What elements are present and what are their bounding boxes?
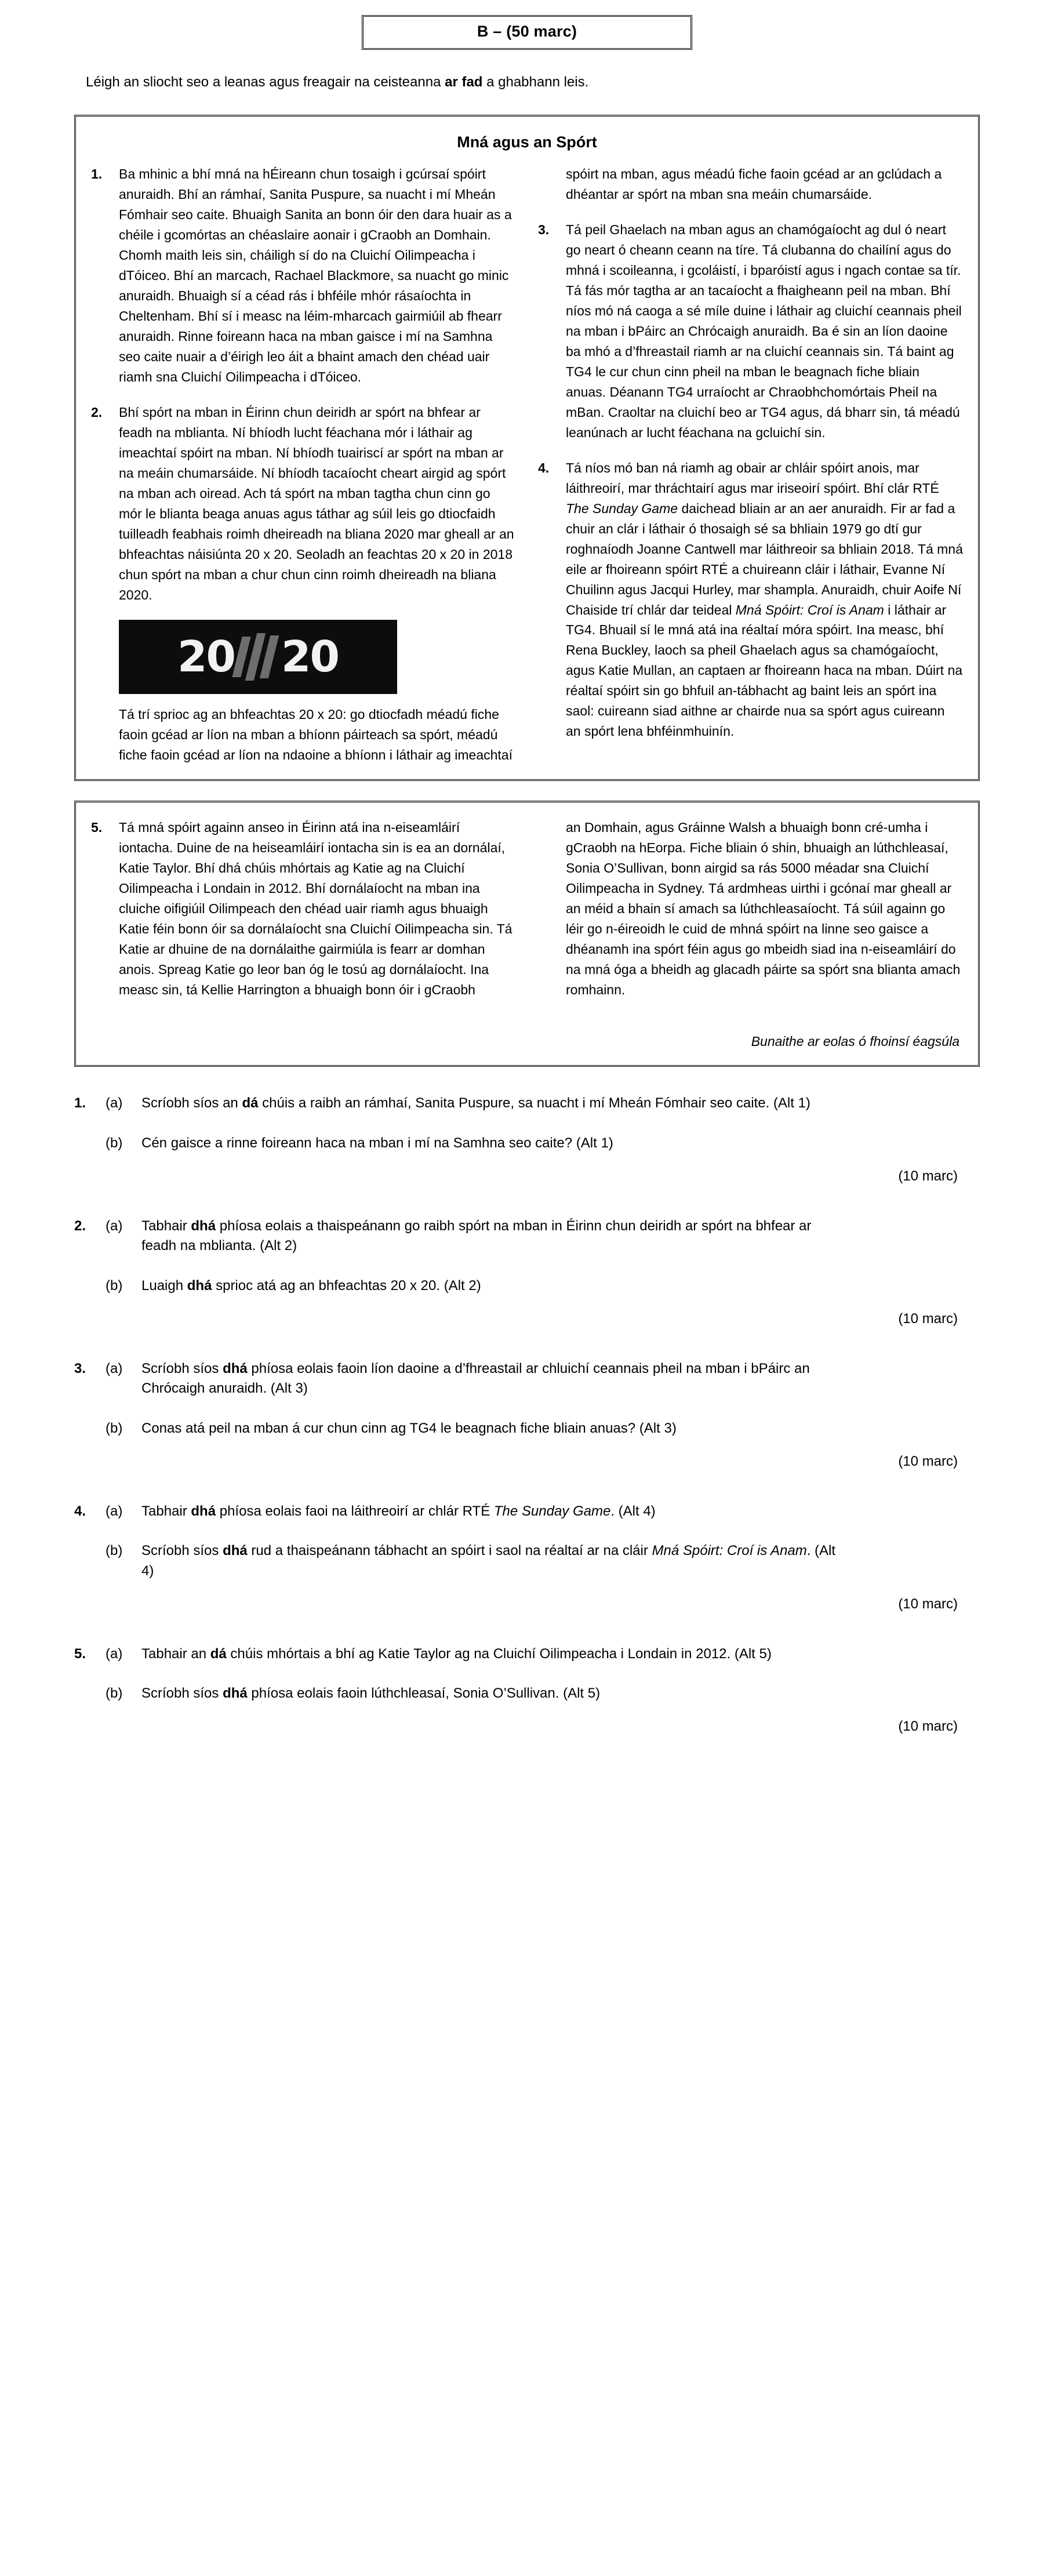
question-1a-bold: dá — [242, 1095, 259, 1111]
question-group-1 — [74, 1093, 980, 1186]
passage-right-column-2 — [538, 818, 963, 1051]
section-header-label: B – (50 marc) — [477, 23, 577, 40]
paragraph-5-right-continuation: an Domhain, agus Gráinne Walsh a bhuaigh bonn cré-umha i gCraobh na hEorpa. Fiche bliain ó shin, bhuaigh an lúthchleasaí, Sonia O’Sullivan, bonn airgid sa rás 5000 méadar sna Cluichí Oilimpeacha in Sydney. Tá ardmheas uirthi i gcónaí mar gheall ar an méid a bhain sí amach sa lúthchleasaíocht. Tá súil againn go léir go n-éireoidh le cuid de mhná spóirt na linne seo gaisce a dhéanamh ina spórt féin agus go mbeidh siad ina n-eiseamláirí do na mná óga a bheidh ag glacadh páirte sa spórt sna blianta amach romhainn. — [566, 820, 961, 997]
question-group-2 — [74, 1216, 980, 1329]
question-2b-post: sprioc atá ag an bhfeachtas 20 x 20. (Alt 2) — [212, 1278, 481, 1294]
logo-wrapper — [119, 620, 516, 694]
question-3a-row — [74, 1359, 980, 1400]
paragraph-2 — [91, 402, 516, 605]
paragraph-1-number: 1. — [91, 166, 103, 182]
question-5-marks: (10 marc) — [898, 1718, 958, 1735]
question-2b-letter: (b) — [106, 1278, 123, 1294]
paragraph-4-italic-mna-spoirt: Mná Spóirt: Croí is Anam — [735, 602, 884, 617]
paragraph-1 — [91, 164, 516, 387]
question-group-5 — [74, 1644, 980, 1736]
paragraph-5-text: Tá mná spóirt againn anseo in Éirinn atá ina n-eiseamláirí iontacha. Duine de na heiseamláirí iontacha sin is ea an dornálaí, Katie Taylor. Bhí dhá chúis mhórtais ag Katie ag na Cluichí Oilimpeacha i Londain in 2012. Bhí dornálaíocht na mban ina cluiche oifigiúil Oilimpeach den chéad uair riamh agus bhuaigh Katie féin bonn óir sa dornálaíocht sna Cluichí Oilimpeacha sin. Tá Katie ar dhuine de na dornálaithe gairmiúla is fearr ar domhan anois. Spreag Katie go leor ban óg le tosú ag dornálaíocht. Ina measc sin, tá Kellie Harrington a bhuaigh bonn óir i gCraobh — [119, 820, 513, 997]
paragraph-4-text — [566, 458, 963, 742]
paragraph-5-number: 5. — [91, 820, 103, 835]
passage-box-bottom — [74, 801, 980, 1067]
paragraph-4-part1: Tá níos mó ban ná riamh ag obair ar chláir spóirt anois, mar láithreoirí, mar thráchtairí agus mar iriseoirí spóirt. Bhí clár RTÉ — [566, 460, 939, 496]
passage-columns — [91, 164, 963, 765]
paragraph-4 — [538, 458, 963, 742]
question-3a-letter: (a) — [106, 1360, 123, 1376]
question-2b-pre: Luaigh — [141, 1278, 187, 1294]
paragraph-3 — [538, 220, 963, 442]
question-2a-bold: dhá — [191, 1218, 216, 1234]
question-4b-bold: dhá — [223, 1543, 248, 1559]
question-4a-italic-title: The Sunday Game — [493, 1503, 611, 1519]
question-2a-letter: (a) — [106, 1218, 123, 1234]
question-3a-pre: Scríobh síos — [141, 1360, 223, 1376]
question-3b-pre: Conas atá peil na mban á cur chun cinn ag TG4 le beagnach fiche bliain anuas? (Alt 3) — [141, 1420, 677, 1437]
question-2a-row — [74, 1216, 980, 1257]
paragraph-4-italic-sunday-game: The Sunday Game — [566, 500, 678, 516]
passage-title: Mná agus an Spórt — [457, 133, 597, 151]
passage-left-column — [91, 164, 516, 765]
question-1a-text — [141, 1093, 849, 1114]
question-1b-row — [74, 1133, 980, 1154]
question-4a-letter: (a) — [106, 1503, 123, 1519]
question-1b-letter: (b) — [106, 1135, 123, 1151]
paragraph-4-part3: i láthair ar TG4. Bhuail sí le mná atá ina réaltaí móra spóirt. Ina measc, bhí Rena Buckley, laoch sa pheil Ghaelach agus sa chamógaíocht, agus Katie Mullan, an captaen ar fhoireann haca na mban. Dúirt na réaltaí spóirt sin go bhfuil an-tábhacht ag baint leis an spórt ina saol: cuireann siad aithne ar chairde nua sa spórt agus cuireann an spórt lena bhféinmhuinín. — [566, 602, 963, 739]
question-1a-post: chúis a raibh an rámhaí, Sanita Puspure, sa nuacht i mí Mheán Fómhair seo caite. (Alt 1) — [258, 1095, 811, 1111]
paragraph-5 — [91, 818, 516, 1000]
passage-left-column-2 — [91, 818, 516, 1000]
paragraph-4-part2: daichead bliain ar an aer anuraidh. Fir ar fad a chuir an clár i láthair ó thosaigh sé sa bhliain 1979 go dtí gur roghnaíodh Joanne Cantwell mar láithreoir sa bhliain 2018. Tá mná eile ar fhoireann spóirt RTÉ a chuireann cláir i láthair, Evanne Ní Chuilinn agus Jacqui Hurley, mar shampla. Anuraidh, chuir Aoife Ní Chaiside trí chlár dar teideal — [566, 500, 963, 617]
question-5a-post: chúis mhórtais a bhí ag Katie Taylor ag na Cluichí Oilimpeacha i Londain in 2012. (Alt 5) — [226, 1645, 772, 1662]
instruction-pre: Léigh an sliocht seo a leanas agus freagair na ceisteanna — [86, 74, 445, 90]
question-3b-row — [74, 1419, 980, 1439]
question-4a-row — [74, 1502, 980, 1522]
question-1a-pre: Scríobh síos an — [141, 1095, 242, 1111]
passage-box-top — [74, 115, 980, 781]
paragraph-3-number: 3. — [538, 222, 550, 238]
question-2-marks: (10 marc) — [898, 1311, 958, 1327]
question-2a-text — [141, 1216, 849, 1257]
paragraph-2-number: 2. — [91, 404, 103, 420]
question-5b-text — [141, 1684, 849, 1704]
question-4b-post: rud a thaispeánann tábhacht an spóirt i saol na réaltaí ar na cláir — [247, 1543, 652, 1559]
question-4-number: 4. — [74, 1503, 86, 1519]
question-3b-letter: (b) — [106, 1420, 123, 1437]
questions-section — [74, 1093, 980, 1736]
question-3-marks: (10 marc) — [898, 1453, 958, 1469]
instruction-bold: ar fad — [445, 74, 483, 90]
question-1b-pre: Cén gaisce a rinne foireann haca na mban i mí na Samhna seo caite? (Alt 1) — [141, 1135, 613, 1151]
section-header-box — [362, 15, 692, 50]
twenty-by-twenty-logo-icon — [119, 620, 397, 694]
question-4a-bold: dhá — [191, 1503, 216, 1519]
paragraph-2-text: Bhí spórt na mban in Éirinn chun deiridh ar spórt na bhfear ar feadh na mblianta. Ní bhíodh lucht féachana mór i láthair ag imeachtaí spóirt na mban. Ní bhíodh tuairiscí ar spórt na mban ar na meáin chumarsáide. Ní bhíodh tacaíocht cheart airgid ag spórt na mban ach oiread. Ach tá spórt na mban tagtha chun cinn go mór le blianta beaga anuas agus táthar ag súil leis go dtiocfaidh tuilleadh feabhais roimh dheireadh na bliana 2020 mar gheall ar an bhfeachtas náisiúnta 20 x 20. Seoladh an feachtas 20 x 20 in 2018 chun spórt na mban a chur chun cinn roimh dheireadh na bliana 2020. — [119, 404, 514, 602]
question-2a-pre: Tabhair — [141, 1218, 191, 1234]
paragraph-2-after-logo-text: Tá trí sprioc ag an bhfeachtas 20 x 20: go dtiocfadh méadú fiche faoin gcéad ar líon na mban a bhíonn páirteach sa spórt, méadú fiche faoin gcéad ar líon na ndaoine a bhíonn i láthair ag imeachtaí — [119, 707, 513, 763]
logo-text — [177, 633, 339, 681]
question-4-marks: (10 marc) — [898, 1596, 958, 1612]
passage-columns-2 — [91, 818, 963, 1051]
question-5-number: 5. — [74, 1645, 86, 1662]
question-5a-letter: (a) — [106, 1645, 123, 1662]
question-5b-post: phíosa eolais faoin lúthchleasaí, Sonia O’Sullivan. (Alt 5) — [247, 1685, 601, 1702]
question-5b-pre: Scríobh síos — [141, 1685, 223, 1702]
question-2-number: 2. — [74, 1218, 86, 1234]
question-3a-text — [141, 1359, 849, 1400]
question-4b-pre: Scríobh síos — [141, 1543, 223, 1559]
question-5b-row — [74, 1684, 980, 1704]
question-4a-text — [141, 1502, 849, 1522]
paragraph-4-number: 4. — [538, 460, 550, 475]
paragraph-3-text: Tá peil Ghaelach na mban agus an chamógaíocht ag dul ó neart go neart ó cheann ceann na tíre. Tá clubanna do chailíní agus do mhná i scoileanna, i gcoláistí, i bparóistí agus i ngach contae sa tír. Tá fás mór tagtha ar an tacaíocht a fhaigheann peil na mban. Bhí níos mó ná caoga a sé míle duine i láthair ag cluichí ceannais pheil na mban i bPáirc an Chrócaigh anuraidh. Ba é sin an líon daoine ba mhó a d’fhreastail riamh ar na cluichí ceannais sin. Tá baint ag TG4 le cur chun cinn pheil na mban le beagnach fiche bliain anuas. Déanann TG4 urraíocht ar Chraobhchomórtais Pheil na mBan. Craoltar na cluichí beo ar TG4 agus, dá bharr sin, tá méadú leanúnach ar lucht féachana na gcluichí sin. — [566, 222, 962, 440]
question-3b-text — [141, 1419, 849, 1439]
question-5a-text — [141, 1644, 849, 1665]
question-4b-text — [141, 1541, 849, 1582]
question-4a-pre: Tabhair — [141, 1503, 191, 1519]
question-2b-bold: dhá — [187, 1278, 212, 1294]
question-4a-post: phíosa eolais faoi na láithreoirí ar chlár RTÉ — [216, 1503, 494, 1519]
question-3a-post: phíosa eolais faoin líon daoine a d’fhreastail ar chluichí ceannais pheil na mban i bPáirc an Chrócaigh anuraidh. (Alt 3) — [141, 1360, 810, 1397]
question-4a-tail: . (Alt 4) — [610, 1503, 656, 1519]
paragraph-2-right-continuation: spóirt na mban, agus méadú fiche faoin gcéad ar an gclúdach a dhéantar ar spórt na mban sna meáin chumarsáide. — [566, 166, 942, 202]
question-2a-post: phíosa eolais a thaispeánann go raibh spórt na mban in Éirinn chun deiridh ar spórt na bhfear ar feadh na mblianta. (Alt 2) — [141, 1218, 812, 1254]
logo-right-number: 20 — [281, 632, 339, 682]
question-group-4 — [74, 1502, 980, 1614]
question-1-marks: (10 marc) — [898, 1168, 958, 1185]
passage-attribution: Bunaithe ar eolas ó fhoinsí éagsúla — [751, 1033, 959, 1049]
passage-right-column — [538, 164, 963, 742]
question-5b-letter: (b) — [106, 1685, 123, 1702]
question-2b-row — [74, 1276, 980, 1296]
question-4b-tail: . (Alt 4) — [141, 1543, 836, 1579]
question-4b-italic-title: Mná Spóirt: Croí is Anam — [652, 1543, 807, 1559]
question-5a-pre: Tabhair an — [141, 1645, 210, 1662]
question-5a-bold: dá — [210, 1645, 227, 1662]
question-1-number: 1. — [74, 1095, 86, 1111]
logo-slashes-icon — [237, 633, 279, 681]
question-4b-row — [74, 1541, 980, 1582]
question-3a-bold: dhá — [223, 1360, 248, 1376]
section-header-wrapper — [0, 0, 1054, 50]
paragraph-1-text: Ba mhinic a bhí mná na hÉireann chun tosaigh i gcúrsaí spóirt anuraidh. Bhí an rámhaí, Sanita Puspure, sa nuacht i mí Mheán Fómhair seo caite. Bhuaigh Sanita an bonn óir den dara huair as a chéile i gcomórtas an chéaslaire aonair i gCraobh an Domhain. Chomh maith leis sin, cháiligh sí do na Cluichí Oilimpeacha i dTóiceo. Bhí an marcach, Rachael Blackmore, sa nuacht go minic anuraidh. Bhuaigh sí a céad rás i bhféile mhór rásaíochta in Cheltenham. Bhí sí i measc na léim-mharcach gairmiúil ab fhearr anuraidh. Rinne foireann haca na mban gaisce i mí na Samhna seo caite nuair a d’éirigh leo áit a bhaint amach den chéad uair riamh sna Cluichí Oilimpeacha i dTóiceo. — [119, 166, 512, 384]
logo-left-number: 20 — [177, 632, 235, 682]
question-4b-letter: (b) — [106, 1543, 123, 1559]
question-5b-bold: dhá — [223, 1685, 248, 1702]
instruction-post: a ghabhann leis. — [482, 74, 589, 90]
instruction-line — [86, 73, 1054, 92]
question-2b-text — [141, 1276, 849, 1296]
question-group-3 — [74, 1359, 980, 1472]
question-1b-text — [141, 1133, 849, 1154]
question-5a-row — [74, 1644, 980, 1665]
paragraph-2-continued — [91, 704, 516, 765]
question-1a-letter: (a) — [106, 1095, 123, 1111]
question-1a-row — [74, 1093, 980, 1114]
question-3-number: 3. — [74, 1360, 86, 1376]
